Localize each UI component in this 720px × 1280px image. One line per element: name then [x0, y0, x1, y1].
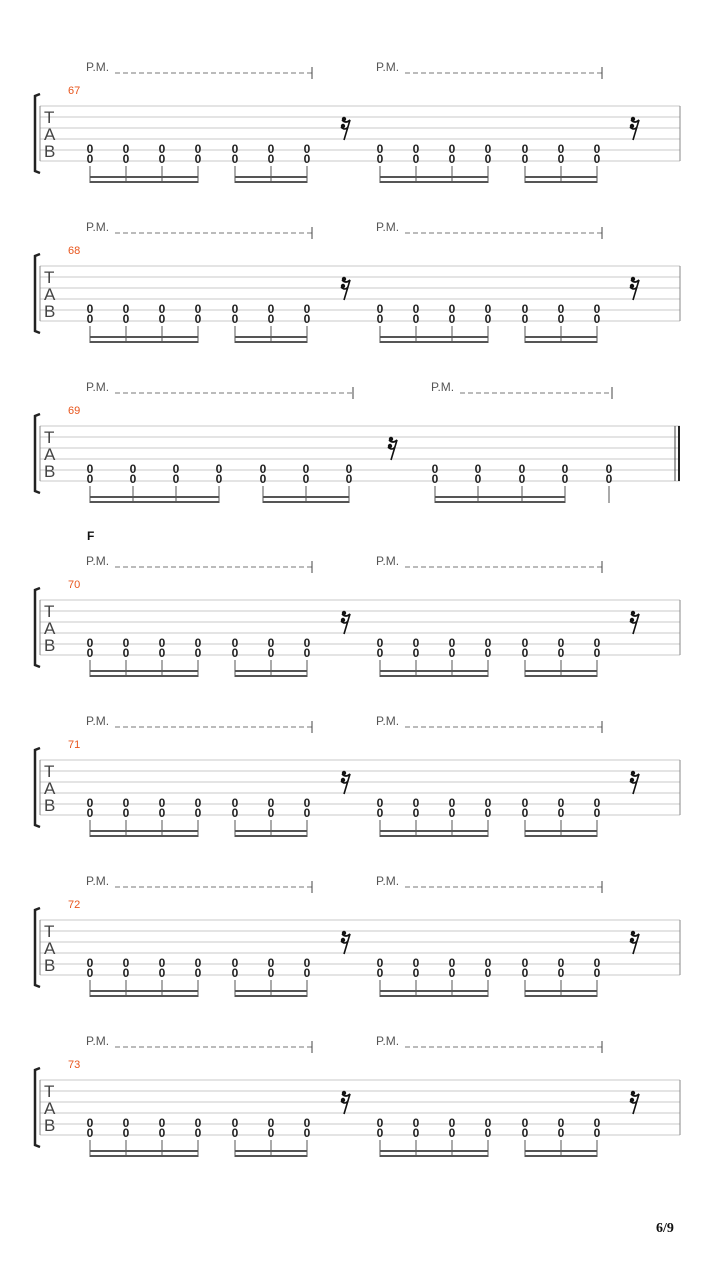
tab-clef-letter: T [44, 1082, 55, 1101]
fret-number: 0 [448, 142, 456, 156]
fret-number: 0 [303, 796, 311, 810]
fret-number: 0 [521, 142, 529, 156]
fret-number: 0 [412, 1126, 420, 1140]
system-bracket [35, 94, 40, 173]
fret-number: 0 [267, 312, 275, 326]
fret-number: 0 [172, 462, 180, 476]
fret-number: 0 [86, 302, 94, 316]
palm-mute-label: P.M. [86, 714, 110, 728]
fret-number: 0 [194, 1126, 202, 1140]
staff-system [35, 529, 680, 677]
fret-number: 0 [431, 462, 439, 476]
fret-number: 0 [448, 796, 456, 810]
system-bracket [35, 588, 40, 667]
rest-dot [342, 117, 346, 121]
bar-number: 68 [68, 245, 81, 257]
fret-number: 0 [412, 636, 420, 650]
tab-clef-letter: T [44, 762, 55, 781]
fret-number: 0 [86, 462, 94, 476]
fret-number: 0 [86, 806, 94, 820]
rest-dot [341, 778, 345, 782]
fret-number: 0 [302, 462, 310, 476]
fret-number: 0 [484, 806, 492, 820]
fret-number: 0 [605, 472, 613, 486]
fret-number: 0 [557, 646, 565, 660]
sixteenth-rest [631, 774, 639, 794]
fret-number: 0 [86, 636, 94, 650]
rest-dot [341, 618, 345, 622]
fret-number: 0 [593, 1126, 601, 1140]
fret-number: 0 [267, 806, 275, 820]
staff-system [35, 1034, 680, 1157]
fret-number: 0 [448, 956, 456, 970]
system-bracket [35, 254, 40, 333]
fret-number: 0 [158, 956, 166, 970]
fret-number: 0 [303, 1126, 311, 1140]
fret-number: 0 [557, 956, 565, 970]
fret-number: 0 [267, 302, 275, 316]
fret-number: 0 [412, 152, 420, 166]
sixteenth-rest [342, 774, 350, 794]
fret-number: 0 [231, 142, 239, 156]
fret-number: 0 [122, 142, 130, 156]
sixteenth-rest [389, 440, 397, 460]
rest-dot [630, 284, 634, 288]
fret-number: 0 [158, 966, 166, 980]
fret-number: 0 [376, 312, 384, 326]
fret-number: 0 [448, 1116, 456, 1130]
fret-number: 0 [194, 636, 202, 650]
tab-clef-letter: B [44, 302, 56, 321]
fret-number: 0 [376, 152, 384, 166]
fret-number: 0 [194, 302, 202, 316]
sixteenth-rest [631, 120, 639, 140]
fret-number: 0 [231, 1126, 239, 1140]
fret-number: 0 [484, 312, 492, 326]
staff-system [35, 60, 680, 183]
section-marker: F [87, 529, 95, 543]
rest-dot [630, 938, 634, 942]
palm-mute-label: P.M. [86, 554, 110, 568]
fret-number: 0 [593, 636, 601, 650]
fret-number: 0 [215, 462, 223, 476]
rest-dot [631, 277, 635, 281]
staff-system [35, 380, 680, 503]
fret-number: 0 [303, 1116, 311, 1130]
fret-number: 0 [448, 646, 456, 660]
fret-number: 0 [158, 142, 166, 156]
fret-number: 0 [267, 152, 275, 166]
fret-number: 0 [231, 796, 239, 810]
fret-number: 0 [86, 142, 94, 156]
fret-number: 0 [267, 1116, 275, 1130]
fret-number: 0 [158, 1116, 166, 1130]
fret-number: 0 [231, 302, 239, 316]
fret-number: 0 [376, 636, 384, 650]
rest-dot [630, 124, 634, 128]
sixteenth-rest [631, 280, 639, 300]
fret-number: 0 [303, 956, 311, 970]
fret-number: 0 [557, 806, 565, 820]
fret-number: 0 [412, 646, 420, 660]
tab-clef-letter: B [44, 462, 56, 481]
bar-number: 67 [68, 85, 81, 97]
tab-clef-letter: A [44, 285, 56, 304]
rest-dot [388, 444, 392, 448]
fret-number: 0 [557, 312, 565, 326]
bar-number: 71 [68, 739, 81, 751]
fret-number: 0 [561, 462, 569, 476]
fret-number: 0 [605, 462, 613, 476]
fret-number: 0 [521, 312, 529, 326]
fret-number: 0 [122, 312, 130, 326]
fret-number: 0 [557, 142, 565, 156]
fret-number: 0 [158, 796, 166, 810]
fret-number: 0 [448, 966, 456, 980]
fret-number: 0 [593, 302, 601, 316]
fret-number: 0 [86, 646, 94, 660]
fret-number: 0 [412, 142, 420, 156]
rest-dot [389, 437, 393, 441]
fret-number: 0 [122, 302, 130, 316]
fret-number: 0 [431, 472, 439, 486]
fret-number: 0 [557, 1126, 565, 1140]
fret-number: 0 [303, 806, 311, 820]
fret-number: 0 [302, 472, 310, 486]
tab-clef-letter: A [44, 1099, 56, 1118]
tab-clef-letter: T [44, 602, 55, 621]
rest-dot [631, 931, 635, 935]
tab-clef-letter: A [44, 445, 56, 464]
fret-number: 0 [231, 966, 239, 980]
fret-number: 0 [448, 312, 456, 326]
fret-number: 0 [122, 796, 130, 810]
fret-number: 0 [557, 1116, 565, 1130]
tab-clef-letter: T [44, 268, 55, 287]
fret-number: 0 [448, 302, 456, 316]
fret-number: 0 [86, 472, 94, 486]
fret-number: 0 [267, 1126, 275, 1140]
fret-number: 0 [557, 302, 565, 316]
fret-number: 0 [122, 806, 130, 820]
fret-number: 0 [158, 636, 166, 650]
tab-clef-letter: B [44, 956, 56, 975]
sixteenth-rest [631, 1094, 639, 1114]
fret-number: 0 [172, 472, 180, 486]
fret-number: 0 [518, 462, 526, 476]
fret-number: 0 [194, 142, 202, 156]
fret-number: 0 [557, 966, 565, 980]
fret-number: 0 [484, 966, 492, 980]
palm-mute-label: P.M. [376, 874, 400, 888]
sixteenth-rest [342, 120, 350, 140]
fret-number: 0 [122, 152, 130, 166]
fret-number: 0 [521, 302, 529, 316]
bar-number: 69 [68, 405, 81, 417]
fret-number: 0 [521, 796, 529, 810]
fret-number: 0 [122, 636, 130, 650]
fret-number: 0 [593, 966, 601, 980]
tab-clef-letter: A [44, 125, 56, 144]
fret-number: 0 [448, 1126, 456, 1140]
fret-number: 0 [303, 646, 311, 660]
fret-number: 0 [593, 806, 601, 820]
fret-number: 0 [593, 142, 601, 156]
fret-number: 0 [86, 312, 94, 326]
fret-number: 0 [194, 966, 202, 980]
palm-mute-label: P.M. [86, 60, 110, 74]
palm-mute-label: P.M. [86, 874, 110, 888]
fret-number: 0 [158, 806, 166, 820]
fret-number: 0 [376, 806, 384, 820]
fret-number: 0 [521, 1126, 529, 1140]
bar-number: 70 [68, 579, 81, 591]
fret-number: 0 [484, 636, 492, 650]
fret-number: 0 [448, 636, 456, 650]
rest-dot [631, 117, 635, 121]
fret-number: 0 [194, 312, 202, 326]
rest-dot [342, 1091, 346, 1095]
fret-number: 0 [521, 806, 529, 820]
fret-number: 0 [259, 462, 267, 476]
fret-number: 0 [557, 152, 565, 166]
palm-mute-label: P.M. [86, 220, 110, 234]
rest-dot [631, 611, 635, 615]
fret-number: 0 [231, 312, 239, 326]
fret-number: 0 [448, 806, 456, 820]
fret-number: 0 [484, 796, 492, 810]
system-bracket [35, 908, 40, 987]
tab-clef-letter: B [44, 796, 56, 815]
fret-number: 0 [484, 1126, 492, 1140]
fret-number: 0 [484, 152, 492, 166]
rest-dot [342, 277, 346, 281]
fret-number: 0 [521, 636, 529, 650]
fret-number: 0 [194, 1116, 202, 1130]
fret-number: 0 [267, 636, 275, 650]
bar-number: 72 [68, 899, 81, 911]
tab-clef-letter: A [44, 939, 56, 958]
fret-number: 0 [194, 646, 202, 660]
fret-number: 0 [194, 806, 202, 820]
fret-number: 0 [129, 472, 137, 486]
tab-clef-letter: B [44, 636, 56, 655]
staff-system [35, 714, 680, 837]
fret-number: 0 [521, 1116, 529, 1130]
sixteenth-rest [342, 1094, 350, 1114]
fret-number: 0 [86, 1126, 94, 1140]
fret-number: 0 [412, 806, 420, 820]
fret-number: 0 [521, 966, 529, 980]
staff-system [35, 874, 680, 997]
fret-number: 0 [86, 966, 94, 980]
staff-system [35, 220, 680, 343]
palm-mute-label: P.M. [376, 714, 400, 728]
fret-number: 0 [484, 646, 492, 660]
system-bracket [35, 1068, 40, 1147]
palm-mute-label: P.M. [376, 60, 400, 74]
fret-number: 0 [345, 472, 353, 486]
fret-number: 0 [129, 462, 137, 476]
fret-number: 0 [345, 462, 353, 476]
fret-number: 0 [412, 1116, 420, 1130]
fret-number: 0 [231, 646, 239, 660]
tab-clef-letter: B [44, 142, 56, 161]
fret-number: 0 [231, 636, 239, 650]
palm-mute-label: P.M. [376, 1034, 400, 1048]
fret-number: 0 [122, 646, 130, 660]
tab-clef-letter: T [44, 428, 55, 447]
rest-dot [342, 611, 346, 615]
fret-number: 0 [593, 312, 601, 326]
fret-number: 0 [557, 796, 565, 810]
fret-number: 0 [412, 312, 420, 326]
fret-number: 0 [593, 796, 601, 810]
fret-number: 0 [474, 472, 482, 486]
fret-number: 0 [376, 1126, 384, 1140]
fret-number: 0 [484, 1116, 492, 1130]
fret-number: 0 [158, 302, 166, 316]
sixteenth-rest [342, 280, 350, 300]
sixteenth-rest [342, 934, 350, 954]
palm-mute-label: P.M. [86, 1034, 110, 1048]
system-bracket [35, 414, 40, 493]
fret-number: 0 [158, 152, 166, 166]
palm-mute-label: P.M. [376, 554, 400, 568]
fret-number: 0 [474, 462, 482, 476]
fret-number: 0 [412, 966, 420, 980]
fret-number: 0 [267, 646, 275, 660]
fret-number: 0 [484, 142, 492, 156]
fret-number: 0 [158, 646, 166, 660]
fret-number: 0 [412, 796, 420, 810]
fret-number: 0 [122, 1126, 130, 1140]
tab-clef-letter: T [44, 922, 55, 941]
fret-number: 0 [158, 1126, 166, 1140]
fret-number: 0 [231, 956, 239, 970]
page-number: 6/9 [656, 1221, 674, 1236]
fret-number: 0 [518, 472, 526, 486]
rest-dot [630, 618, 634, 622]
fret-number: 0 [376, 302, 384, 316]
rest-dot [341, 124, 345, 128]
fret-number: 0 [158, 312, 166, 326]
fret-number: 0 [303, 966, 311, 980]
fret-number: 0 [412, 302, 420, 316]
rest-dot [342, 931, 346, 935]
fret-number: 0 [376, 142, 384, 156]
fret-number: 0 [521, 152, 529, 166]
fret-number: 0 [593, 956, 601, 970]
fret-number: 0 [376, 966, 384, 980]
system-bracket [35, 748, 40, 827]
fret-number: 0 [376, 646, 384, 660]
rest-dot [341, 284, 345, 288]
sixteenth-rest [342, 614, 350, 634]
fret-number: 0 [303, 152, 311, 166]
fret-number: 0 [122, 966, 130, 980]
fret-number: 0 [122, 1116, 130, 1130]
fret-number: 0 [86, 152, 94, 166]
fret-number: 0 [376, 796, 384, 810]
fret-number: 0 [521, 646, 529, 660]
sixteenth-rest [631, 614, 639, 634]
tab-clef-letter: A [44, 779, 56, 798]
palm-mute-label: P.M. [86, 380, 110, 394]
rest-dot [342, 771, 346, 775]
fret-number: 0 [593, 152, 601, 166]
fret-number: 0 [215, 472, 223, 486]
sixteenth-rest [631, 934, 639, 954]
fret-number: 0 [267, 142, 275, 156]
rest-dot [630, 778, 634, 782]
fret-number: 0 [376, 956, 384, 970]
fret-number: 0 [376, 1116, 384, 1130]
palm-mute-label: P.M. [376, 220, 400, 234]
fret-number: 0 [303, 142, 311, 156]
fret-number: 0 [259, 472, 267, 486]
fret-number: 0 [231, 1116, 239, 1130]
fret-number: 0 [194, 796, 202, 810]
fret-number: 0 [86, 796, 94, 810]
fret-number: 0 [267, 956, 275, 970]
fret-number: 0 [86, 956, 94, 970]
fret-number: 0 [194, 152, 202, 166]
fret-number: 0 [448, 152, 456, 166]
fret-number: 0 [593, 1116, 601, 1130]
fret-number: 0 [122, 956, 130, 970]
fret-number: 0 [231, 152, 239, 166]
rest-dot [631, 771, 635, 775]
fret-number: 0 [303, 312, 311, 326]
fret-number: 0 [593, 646, 601, 660]
fret-number: 0 [86, 1116, 94, 1130]
fret-number: 0 [194, 956, 202, 970]
fret-number: 0 [484, 956, 492, 970]
fret-number: 0 [484, 302, 492, 316]
fret-number: 0 [231, 806, 239, 820]
fret-number: 0 [521, 956, 529, 970]
fret-number: 0 [303, 636, 311, 650]
fret-number: 0 [267, 796, 275, 810]
fret-number: 0 [303, 302, 311, 316]
rest-dot [630, 1098, 634, 1102]
fret-number: 0 [561, 472, 569, 486]
fret-number: 0 [412, 956, 420, 970]
rest-dot [631, 1091, 635, 1095]
tab-clef-letter: A [44, 619, 56, 638]
fret-number: 0 [267, 966, 275, 980]
rest-dot [341, 1098, 345, 1102]
palm-mute-label: P.M. [431, 380, 455, 394]
tab-clef-letter: B [44, 1116, 56, 1135]
fret-number: 0 [557, 636, 565, 650]
tab-clef-letter: T [44, 108, 55, 127]
bar-number: 73 [68, 1059, 81, 1071]
rest-dot [341, 938, 345, 942]
